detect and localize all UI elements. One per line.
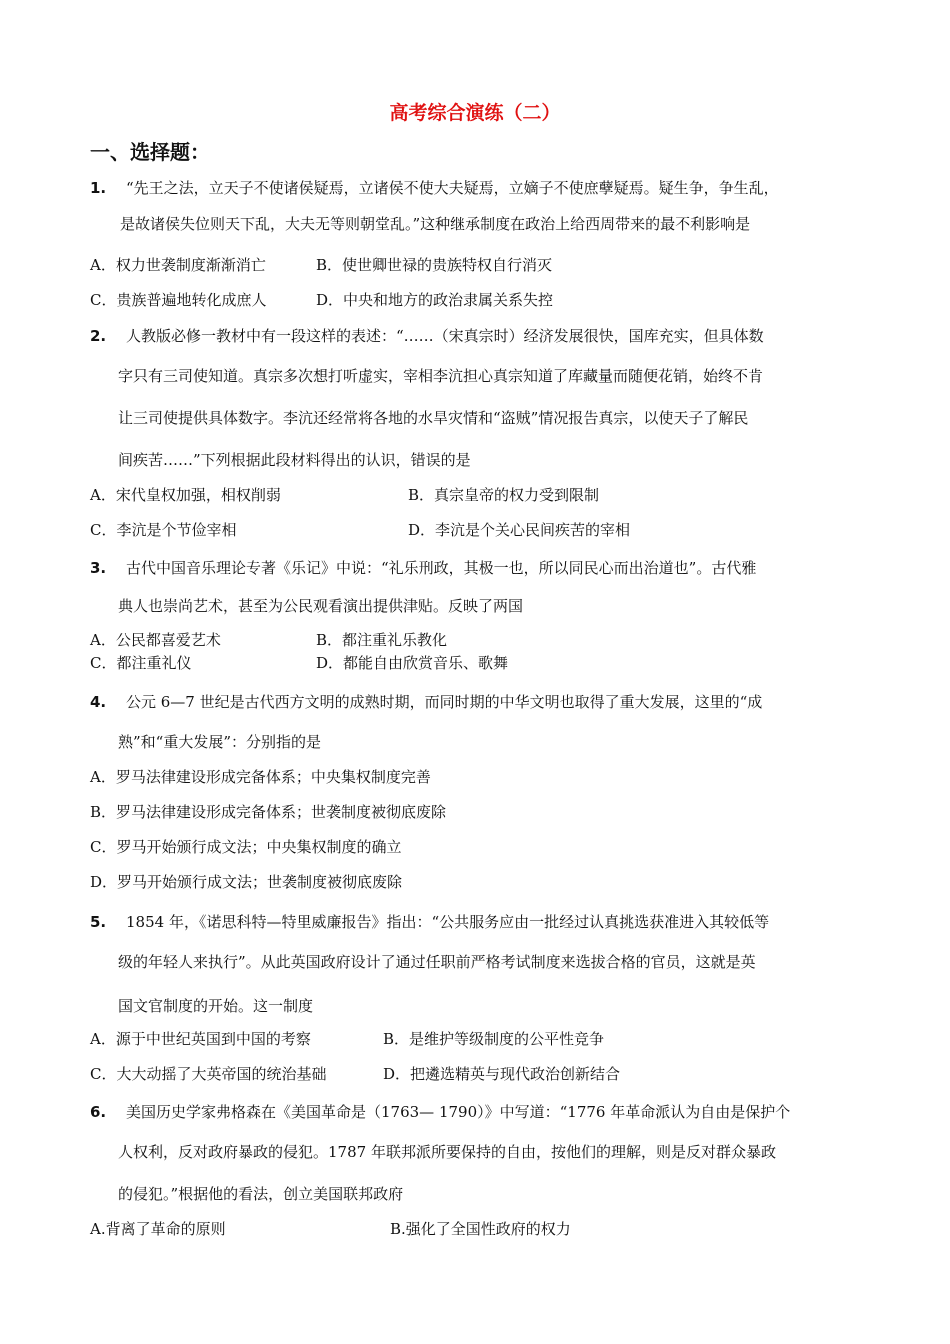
option-b[interactable]: B．是维护等级制度的公平性竞争 (383, 1030, 605, 1048)
question-text: 熟”和“重大发展”：分别指的是 (118, 733, 322, 751)
option-a[interactable]: A．公民都喜爱艺术 (90, 631, 221, 649)
option-a[interactable]: A．宋代皇权加强，相权削弱 (90, 486, 281, 504)
option-d[interactable]: D．李沆是个关心民间疾苦的宰相 (408, 521, 631, 539)
options-6 (90, 1212, 870, 1247)
question-number: 1. (90, 179, 107, 197)
section-heading: 一、选择题： (90, 140, 210, 164)
question-4 (90, 684, 870, 764)
option-a[interactable]: A．罗马法律建设形成完备体系；中央集权制度完善 (90, 768, 431, 786)
option-d[interactable]: D．罗马开始颁行成文法；世袭制度被彻底废除 (90, 873, 403, 891)
question-3 (90, 550, 870, 626)
question-text: 间疾苦……”下列根据此段材料得出的认识，错误的是 (118, 451, 471, 469)
question-5 (90, 904, 870, 1028)
option-d[interactable]: D．中央和地方的政治隶属关系失控 (316, 291, 554, 309)
question-text: 典人也崇尚艺术，甚至为公民观看演出提供津贴。反映了两国 (118, 597, 524, 615)
question-text: “先王之法，立天子不使诸侯疑焉，立诸侯不使大夫疑焉，立嫡子不使庶孽疑焉。疑生争，争生乱， (126, 179, 779, 197)
option-a[interactable]: A．源于中世纪英国到中国的考察 (90, 1030, 311, 1048)
question-text: 字只有三司使知道。真宗多次想打听虚实，宰相李沆担心真宗知道了库藏量而随便花销，始终不肯 (118, 367, 764, 385)
question-text: 人权利，反对政府暴政的侵犯。1787 年联邦派所要保持的自由，按他们的理解，则是反对群众暴政 (118, 1143, 776, 1161)
question-text: 公元 6—7 世纪是古代西方文明的成熟时期，而同时期的中华文明也取得了重大发展，这里的“成 (126, 693, 763, 711)
question-text: 古代中国音乐理论专著《乐记》中说：“礼乐刑政，其极一也，所以同民心而出治道也”。古代雅 (126, 559, 757, 577)
option-c[interactable]: C．罗马开始颁行成文法；中央集权制度的确立 (90, 838, 402, 856)
question-text: 让三司使提供具体数字。李沆还经常将各地的水旱灾情和“盗贼”情况报告真宗，以使天子了解民 (118, 409, 749, 427)
option-b[interactable]: B.强化了全国性政府的权力 (390, 1220, 571, 1238)
options-3 (90, 629, 870, 675)
question-text: 是故诸侯失位则天下乱，大夫无等则朝堂乱。”这种继承制度在政治上给西周带来的最不利影响是 (120, 215, 751, 233)
option-a[interactable]: A.背离了革命的原则 (90, 1220, 226, 1238)
question-number: 5. (90, 913, 107, 931)
question-text: 的侵犯。”根据他的看法，创立美国联邦政府 (118, 1185, 404, 1203)
options-1 (90, 248, 870, 318)
option-c[interactable]: C．李沆是个节俭宰相 (90, 521, 237, 539)
question-number: 4. (90, 693, 107, 711)
question-1 (90, 170, 870, 242)
options-2 (90, 478, 870, 548)
page-title: 高考综合演练（二） (389, 102, 561, 124)
option-b[interactable]: B．使世卿世禄的贵族特权自行消灭 (316, 256, 553, 274)
question-6 (90, 1094, 870, 1214)
option-c[interactable]: C．贵族普遍地转化成庶人 (90, 291, 267, 309)
question-text: 人教版必修一教材中有一段这样的表述：“……（宋真宗时）经济发展很快，国库充实，但具体数 (126, 327, 764, 345)
question-number: 2. (90, 327, 107, 345)
question-text: 美国历史学家弗格森在《美国革命是（1763— 1790）》中写道：“1776 年革命派认为自由是保护个 (126, 1103, 791, 1121)
question-text: 级的年轻人来执行”。从此英国政府设计了通过任职前严格考试制度来选拔合格的官员，这就是英 (118, 953, 756, 971)
question-number: 6. (90, 1103, 107, 1121)
options-5 (90, 1022, 870, 1092)
question-text: 国文官制度的开始。这一制度 (118, 997, 314, 1015)
question-2 (90, 318, 870, 482)
option-b[interactable]: B．真宗皇帝的权力受到限制 (408, 486, 600, 504)
option-b[interactable]: B．罗马法律建设形成完备体系；世袭制度被彻底废除 (90, 803, 447, 821)
option-d[interactable]: D．都能自由欣赏音乐、歌舞 (316, 654, 509, 672)
option-c[interactable]: C．都注重礼仪 (90, 654, 192, 672)
option-a[interactable]: A．权力世袭制度渐渐消亡 (90, 256, 266, 274)
option-c[interactable]: C．大大动摇了大英帝国的统治基础 (90, 1065, 327, 1083)
question-number: 3. (90, 559, 107, 577)
option-b[interactable]: B．都注重礼乐教化 (316, 631, 448, 649)
question-text: 1854 年，《诺思科特—特里威廉报告》指出：“公共服务应由一批经过认真挑选获准进入其较低等 (126, 913, 770, 931)
options-4 (90, 760, 870, 900)
option-d[interactable]: D．把遴选精英与现代政治创新结合 (383, 1065, 621, 1083)
